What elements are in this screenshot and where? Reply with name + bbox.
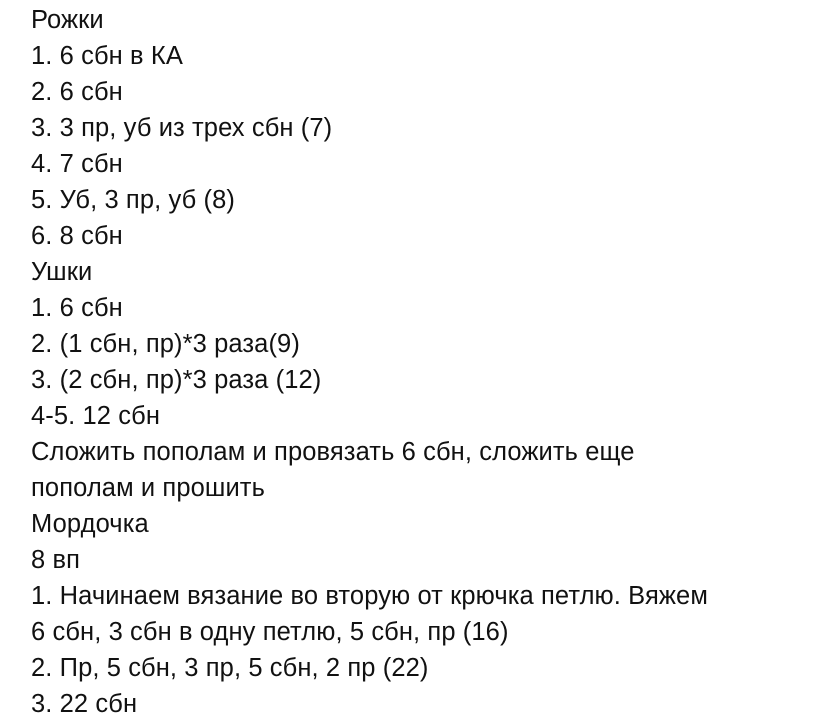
text-line: 2. Пр, 5 сбн, 3 пр, 5 сбн, 2 пр (22) [31,654,429,682]
text-line: пополам и прошить [31,474,265,502]
text-line: 6. 8 сбн [31,222,123,250]
section-heading-ears: Ушки [31,258,93,286]
text-line: 2. 6 сбн [31,78,123,106]
text-line: 4-5. 12 сбн [31,402,161,430]
text-line: 3. (2 сбн, пр)*3 раза (12) [31,366,322,394]
text-line: 3. 3 пр, уб из трех сбн (7) [31,114,333,142]
text-line: 6 сбн, 3 сбн в одну петлю, 5 сбн, пр (16) [31,618,509,646]
text-line: 5. Уб, 3 пр, уб (8) [31,186,235,214]
text-line: 8 вп [31,546,81,574]
text-line: 3. 22 сбн [31,690,138,718]
text-line: 1. 6 сбн в КА [31,42,183,70]
text-line: 1. 6 сбн [31,294,123,322]
text-line: 2. (1 сбн, пр)*3 раза(9) [31,330,300,358]
text-line: 4. 7 сбн [31,150,123,178]
section-heading-horns: Рожки [31,6,104,34]
section-heading-muzzle: Мордочка [31,510,149,538]
note-text-body [31,2,821,722]
text-line: Сложить пополам и провязать 6 сбн, сложить еще [31,438,635,466]
text-line: 1. Начинаем вязание во вторую от крючка петлю. Вяжем [31,582,708,610]
